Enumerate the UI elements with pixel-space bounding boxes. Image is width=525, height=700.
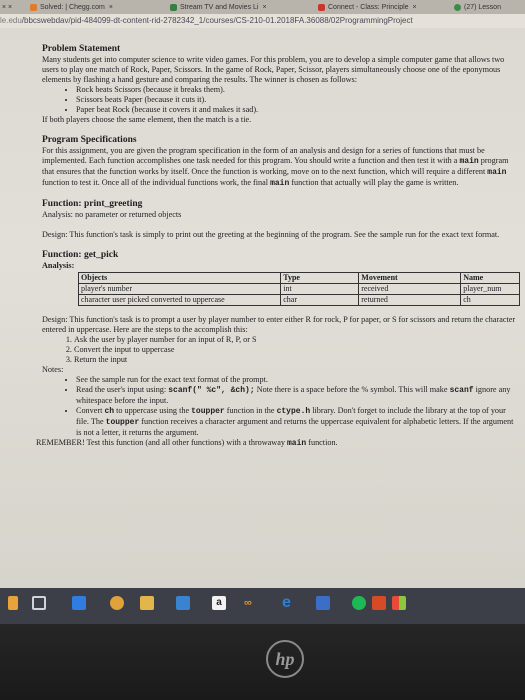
- table-cell: received: [359, 284, 461, 295]
- rule-item: • Scissors beats Paper (because it cuts it).: [76, 95, 520, 105]
- code-ch: ch: [104, 407, 115, 416]
- spec-text-part: function that actually will play the game is written.: [291, 178, 459, 187]
- windows-icon[interactable]: [392, 596, 406, 610]
- print-greeting-analysis: Analysis: no parameter or returned objects: [42, 210, 182, 219]
- tab-label: Solved: | Chegg.com: [40, 4, 105, 11]
- dropbox-icon[interactable]: [72, 596, 86, 610]
- problem-heading: Problem Statement: [42, 44, 121, 54]
- note-text: to uppercase using the: [116, 406, 190, 415]
- tab-chegg[interactable]: [30, 2, 140, 13]
- url-domain: le.edu: [0, 16, 22, 25]
- code-toupper: toupper: [191, 407, 225, 416]
- mail-icon[interactable]: [316, 596, 330, 610]
- tab-label: Stream TV and Movies Li: [180, 4, 259, 11]
- rules-list: [42, 85, 520, 115]
- url-path: /bbcswebdav/pid-484099-dt-content-rid-2782342_1/courses/CS-210-01.2018FA.36088/02ProgrammingProject: [21, 16, 413, 25]
- remember-part: REMEMBER! Test this function (and all other functions) with a throwaway: [36, 438, 285, 447]
- problem-text: Many students get into computer science to write video games. For this problem, you are to develop a simple computer game that allows two users to play one match of Rock, Paper, Scissors. In the game of Rock, Paper, Scissor, players simultaneously choose one of the eponymous elements by flashing a hand gesture and comparing the results. The winner is chosen as follows:: [42, 55, 505, 84]
- browser-tab-bar: [0, 0, 525, 14]
- hp-logo: hp: [266, 640, 304, 678]
- note-item: [76, 385, 520, 406]
- laptop-bezel: [0, 624, 525, 700]
- code-main: main: [487, 168, 507, 177]
- cart-icon: [454, 4, 461, 11]
- tie-text: If both players choose the same element, then the match is a tie.: [42, 115, 252, 124]
- table-row: [79, 295, 520, 306]
- close-icon[interactable]: ×: [412, 4, 417, 11]
- download-icon[interactable]: [8, 596, 18, 610]
- code-main: main: [459, 157, 479, 166]
- chrome-icon[interactable]: [110, 596, 124, 610]
- remember-part: function.: [308, 438, 338, 447]
- print-greeting-design: Design: This function's task is simply to print out the greeting at the beginning of the program. See the sample run for the exact text format.: [42, 230, 500, 239]
- spec-heading: Program Specifications: [42, 135, 137, 145]
- infinity-icon[interactable]: ∞: [244, 597, 252, 609]
- edge-icon[interactable]: e: [282, 594, 291, 611]
- note-item: • See the sample run for the exact text format of the prompt.: [76, 375, 520, 385]
- function-heading-print-greeting: Function: print_greeting: [42, 199, 143, 209]
- taskbar: [0, 588, 525, 624]
- document-page: [0, 28, 525, 588]
- notes-label: Notes:: [42, 365, 64, 374]
- table-cell: character user picked converted to uppercase: [79, 295, 281, 306]
- document-content: [36, 44, 520, 449]
- table-header: Objects: [79, 273, 281, 284]
- tab-label: Connect - Class: Principle: [328, 4, 409, 11]
- step-item: 2. Convert the input to uppercase: [74, 345, 520, 355]
- table-header: Type: [281, 273, 359, 284]
- step-item: 3. Return the input: [74, 355, 520, 365]
- spotify-icon[interactable]: [352, 596, 366, 610]
- tab-lesson[interactable]: [454, 2, 525, 13]
- tab-close-prev[interactable]: × ×: [2, 4, 13, 11]
- rule-item: • Paper beat Rock (because it covers it and makes it sad).: [76, 105, 520, 115]
- spec-text-part: function to test it. Once all of the individual functions work, the final: [42, 178, 269, 187]
- note-text: function receives a character argument and returns the uppercase equivalent for alphabetic letters. If the argument is not a letter, it returns the argument.: [76, 417, 514, 437]
- store-icon[interactable]: [176, 596, 190, 610]
- get-pick-analysis: Analysis:: [42, 261, 75, 270]
- tab-hulu[interactable]: [170, 2, 290, 13]
- close-icon[interactable]: ×: [262, 4, 267, 11]
- hulu-icon: [170, 4, 177, 11]
- close-icon[interactable]: ×: [108, 4, 113, 11]
- table-cell: player_num: [461, 284, 520, 295]
- office-icon[interactable]: [372, 596, 386, 610]
- table-cell: int: [281, 284, 359, 295]
- function-heading-get-pick: Function: get_pick: [42, 250, 119, 260]
- note-text: Convert: [76, 406, 103, 415]
- table-cell: char: [281, 295, 359, 306]
- note-text: function in the: [226, 406, 275, 415]
- remember-text: [36, 438, 520, 449]
- step-item: 1. Ask the user by player number for an input of R, P, or S: [74, 335, 520, 345]
- amazon-icon[interactable]: a: [212, 596, 226, 610]
- code-toupper: toupper: [105, 418, 140, 427]
- connect-icon: [318, 4, 325, 11]
- task-view-icon[interactable]: [32, 596, 46, 610]
- note-text: Note there is a space before the % symbol. This will make: [256, 385, 448, 394]
- spec-text-part: program that ensures that the function works by itself. Once the function is working, move on to the next function, which will require a different: [42, 156, 509, 176]
- code-scanf-call: scanf(" %c", &ch);: [168, 386, 255, 395]
- table-header: Name: [461, 273, 520, 284]
- table-cell: ch: [461, 295, 520, 306]
- note-text: ignore any whitespace before the input.: [76, 385, 511, 405]
- table-cell: returned: [359, 295, 461, 306]
- note-text: Read the user's input using:: [76, 385, 167, 394]
- note-text: library. Don't forget to include the library at the top of your file. The: [76, 406, 506, 426]
- steps-list: [42, 335, 520, 365]
- code-ctype: ctype.h: [276, 407, 311, 416]
- table-cell: player's number: [79, 284, 281, 295]
- get-pick-design: Design: This function's task is to prompt a user by player number to enter either R for rock, P for paper, or S for scissors and return the character entered in uppercase. Here are the steps to the accomplish this:: [42, 315, 516, 334]
- analysis-table: [78, 272, 520, 306]
- tab-connect[interactable]: [318, 2, 446, 13]
- code-scanf: scanf: [449, 386, 474, 395]
- table-row: [79, 284, 520, 295]
- table-header-row: [79, 273, 520, 284]
- chegg-icon: [30, 4, 37, 11]
- address-bar[interactable]: [0, 14, 525, 28]
- tab-label: (27) Lesson: [464, 4, 501, 11]
- spec-text-part: For this assignment, you are given the program specification in the form of an analysis and design for a series of functions that must be implemented. Each function accomplishes one task needed for this program. You should write a function and then test it with a: [42, 146, 485, 165]
- code-main: main: [287, 439, 307, 448]
- note-item: [76, 406, 520, 438]
- spec-text: [42, 146, 520, 189]
- notes-list: [42, 375, 520, 438]
- rule-item: • Rock beats Scissors (because it breaks them).: [76, 85, 520, 95]
- code-main: main: [270, 179, 290, 188]
- file-explorer-icon[interactable]: [140, 596, 154, 610]
- table-header: Movement: [359, 273, 461, 284]
